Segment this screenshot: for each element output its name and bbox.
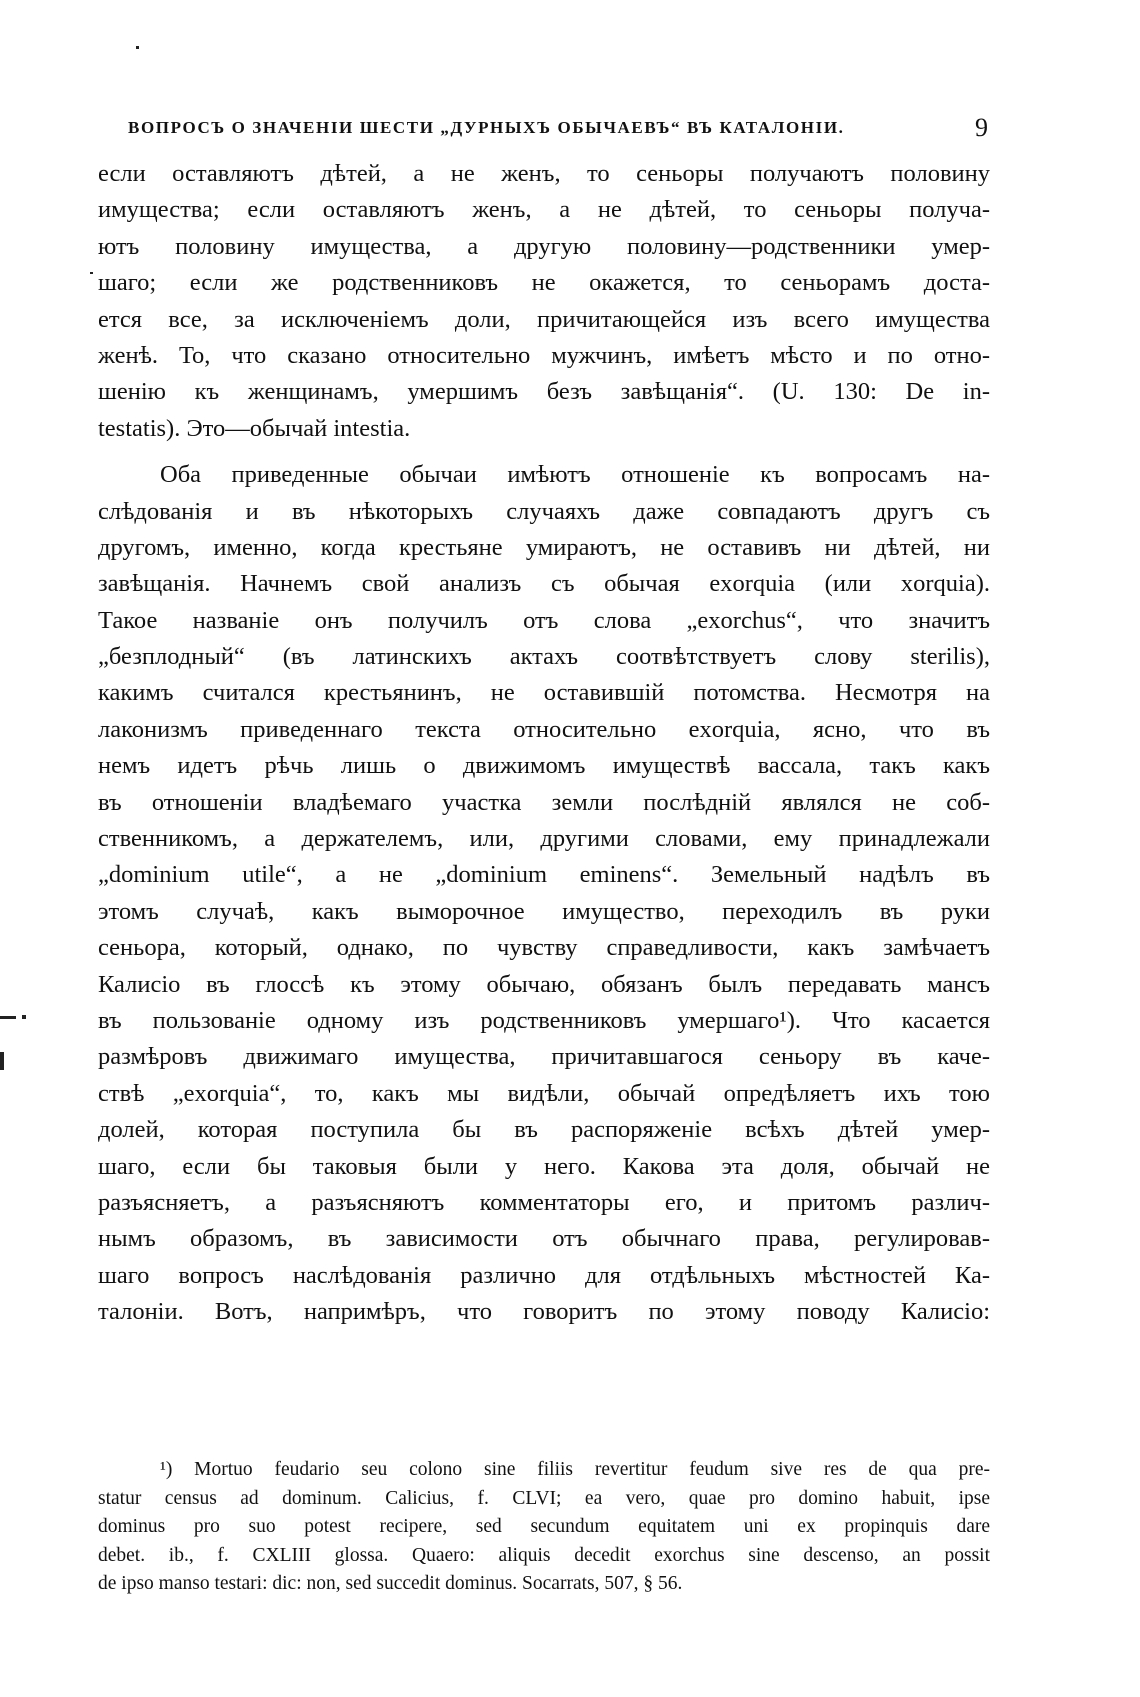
paragraph-gap — [98, 447, 990, 457]
footnote-line: de ipso manso testari: dic: non, sed succedit dominus. Socarrats, 507, § 56. — [98, 1573, 683, 1595]
text-line: слѣдованія и въ нѣкоторыхъ случаяхъ даже совпадаютъ другъ съ — [98, 497, 990, 525]
text-line: размѣровъ движимаго имущества, причитавшагося сеньору въ каче- — [98, 1043, 990, 1071]
footnote-line: dominus pro suo potest recipere, sed secundum equitatem uni ex propinquis dare — [98, 1516, 990, 1538]
scan-artifact — [0, 1016, 16, 1019]
text-line: Такое названіе онъ получилъ отъ слова „exorchus“, что значитъ — [98, 606, 990, 634]
body-text — [98, 156, 990, 1331]
text-line: Калисіо въ глоссѣ къ этому обычаю, обязанъ былъ передавать мансъ — [98, 970, 990, 998]
text-line: другомъ, именно, когда крестьяне умираютъ, не оставивъ ни дѣтей, ни — [98, 533, 990, 561]
text-line: шаго; если же родственниковъ не окажется, то сеньорамъ доста- — [98, 269, 990, 297]
text-line: шаго, если бы таковыя были у него. Какова эта доля, обычай не — [98, 1152, 990, 1180]
text-line: долей, которая поступила бы въ распоряженіе всѣхъ дѣтей умер- — [98, 1116, 990, 1144]
text-line: лаконизмъ приведеннаго текста относительно exorquia, ясно, что въ — [98, 715, 990, 743]
text-line: ственникомъ, а держателемъ, или, другими словами, ему принадлежали — [98, 825, 990, 853]
text-line: testatis). Это—обычай intestia. — [98, 414, 411, 442]
text-line: сеньора, который, однако, по чувству справедливости, какъ замѣчаетъ — [98, 934, 990, 962]
footnote-line: statur census ad dominum. Calicius, f. CLVI; ea vero, quae pro domino habuit, ipse — [98, 1487, 990, 1509]
running-head — [128, 108, 988, 148]
text-line: ется все, за исключеніемъ доли, причитающейся изъ всего имущества — [98, 305, 990, 333]
text-line: нымъ образомъ, въ зависимости отъ обычнаго права, регулировав- — [98, 1225, 990, 1253]
text-line: шаго вопросъ наслѣдованія различно для отдѣльныхъ мѣстностей Ка- — [98, 1261, 990, 1289]
text-line: завѣщанія. Начнемъ свой анализъ съ обычая exorquia (или xorquia). — [98, 570, 990, 598]
page-number: 9 — [975, 113, 988, 142]
scan-artifact — [0, 1052, 4, 1070]
running-title: ВОПРОСЪ О ЗНАЧЕНІИ ШЕСТИ „ДУРНЫХЪ ОБЫЧАЕВЪ“ ВЪ КАТАЛОНІИ. — [128, 118, 845, 137]
text-line: если оставляютъ дѣтей, а не женъ, то сеньоры получаютъ половину — [98, 160, 990, 187]
text-line: шенію къ женщинамъ, умершимъ безъ завѣщанія“. (U. 130: De in- — [98, 378, 990, 406]
text-line: „dominium utile“, а не „dominium eminens“. Земельный надѣлъ въ — [98, 861, 990, 889]
text-line: въ отношеніи владѣемаго участка земли послѣдній являлся не соб- — [98, 788, 990, 816]
text-line: разъясняетъ, а разъясняютъ комментаторы его, и притомъ различ- — [98, 1188, 990, 1216]
text-line: въ пользованіе одному изъ родственниковъ умершаго¹). Что касается — [98, 1006, 990, 1034]
text-line: женѣ. То, что сказано относительно мужчинъ, имѣетъ мѣсто и по отно- — [98, 341, 990, 369]
text-line: какимъ считался крестьянинъ, не оставившій потомства. Несмотря на — [98, 679, 990, 707]
scan-artifact — [22, 1015, 26, 1019]
footnote-line: debet. ib., f. CXLIII glossa. Quaero: aliquis decedit exorchus sine descenso, an possit — [98, 1544, 990, 1566]
scan-speck — [90, 272, 93, 274]
text-line: этомъ случаѣ, какъ выморочное имущество, переходилъ въ руки — [98, 897, 990, 925]
text-line: ютъ половину имущества, а другую половину—родственники умер- — [98, 232, 990, 260]
text-line: имущества; если оставляютъ женъ, а не дѣтей, то сеньоры получа- — [98, 196, 990, 224]
text-line: „безплодный“ (въ латинскихъ актахъ соотвѣтствуетъ слову sterilis), — [98, 643, 990, 671]
text-line: немъ идетъ рѣчь лишь о движимомъ имуществѣ вассала, такъ какъ — [98, 752, 990, 780]
text-line: талоніи. Вотъ, напримѣръ, что говоритъ по этому поводу Калисіо: — [98, 1298, 990, 1326]
scan-speck — [136, 46, 139, 49]
text-line: ствѣ „exorquia“, то, какъ мы видѣли, обычай опредѣляетъ ихъ тою — [98, 1079, 990, 1107]
text-line: Оба приведенные обычаи имѣютъ отношеніе къ вопросамъ на- — [160, 461, 990, 489]
footnote — [98, 1456, 990, 1599]
footnote-line: ¹) Mortuo feudario seu colono sine filiis revertitur feudum sive res de qua pre- — [160, 1459, 990, 1480]
